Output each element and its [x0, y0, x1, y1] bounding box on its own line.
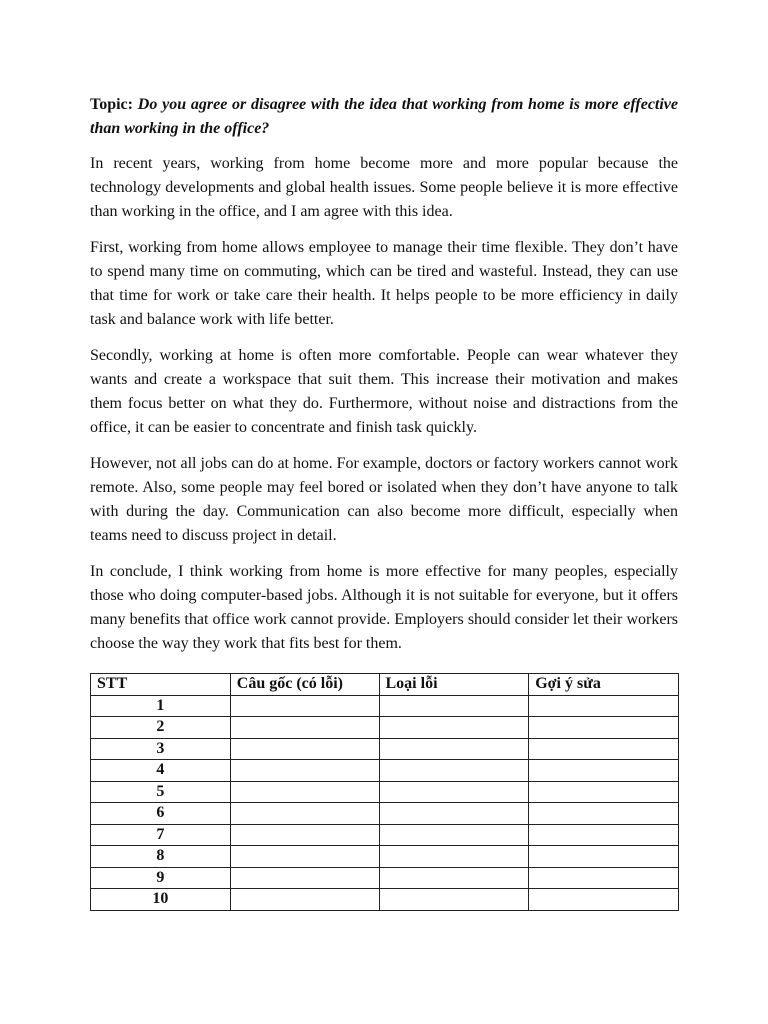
- cell-number: 2: [91, 717, 231, 739]
- cell-original-sentence: [230, 803, 379, 825]
- cell-original-sentence: [230, 846, 379, 868]
- table-row: [91, 889, 679, 911]
- cell-suggestion: [529, 717, 679, 739]
- cell-suggestion: [529, 781, 679, 803]
- cell-number: 6: [91, 803, 231, 825]
- cell-error-type: [379, 846, 529, 868]
- table-header-row: [91, 674, 679, 696]
- cell-number: 8: [91, 846, 231, 868]
- table-row: [91, 846, 679, 868]
- cell-original-sentence: [230, 760, 379, 782]
- table-row: [91, 760, 679, 782]
- cell-error-type: [379, 803, 529, 825]
- table-body: [91, 695, 679, 910]
- cell-original-sentence: [230, 695, 379, 717]
- cell-number: 1: [91, 695, 231, 717]
- cell-number: 9: [91, 867, 231, 889]
- cell-error-type: [379, 824, 529, 846]
- topic-label: Topic:: [90, 96, 133, 113]
- cell-original-sentence: [230, 867, 379, 889]
- cell-suggestion: [529, 824, 679, 846]
- header-original-sentence: Câu gốc (có lỗi): [230, 674, 379, 696]
- document-body: [90, 93, 678, 668]
- cell-error-type: [379, 695, 529, 717]
- cell-number: 7: [91, 824, 231, 846]
- cell-original-sentence: [230, 738, 379, 760]
- table-row: [91, 781, 679, 803]
- essay-paragraph-3: Secondly, working at home is often more comfortable. People can wear whatever they wants and create a workspace that suit them. This increase their motivation and makes them focus better on what they do. Furthermore, without noise and distractions from the office, it can be easier to concentrate and finish task quickly.: [90, 347, 678, 436]
- cell-number: 10: [91, 889, 231, 911]
- table-row: [91, 717, 679, 739]
- topic-line: [90, 93, 678, 141]
- header-suggestion: Gợi ý sửa: [529, 674, 679, 696]
- cell-error-type: [379, 867, 529, 889]
- table-row: [91, 738, 679, 760]
- cell-original-sentence: [230, 717, 379, 739]
- cell-error-type: [379, 781, 529, 803]
- table-row: [91, 803, 679, 825]
- error-correction-table: [90, 673, 679, 911]
- cell-original-sentence: [230, 889, 379, 911]
- cell-suggestion: [529, 889, 679, 911]
- cell-error-type: [379, 738, 529, 760]
- cell-number: 4: [91, 760, 231, 782]
- cell-number: 3: [91, 738, 231, 760]
- header-error-type: Loại lỗi: [379, 674, 529, 696]
- cell-suggestion: [529, 846, 679, 868]
- essay-paragraph-4: However, not all jobs can do at home. For example, doctors or factory workers cannot work remote. Also, some people may feel bored or isolated when they don’t have anyone to talk with during the day. Communication can also become more difficult, especially when teams need to discuss project in detail.: [90, 455, 678, 544]
- cell-suggestion: [529, 695, 679, 717]
- cell-suggestion: [529, 867, 679, 889]
- cell-original-sentence: [230, 781, 379, 803]
- table-row: [91, 867, 679, 889]
- cell-number: 5: [91, 781, 231, 803]
- essay-paragraph-5: In conclude, I think working from home is more effective for many peoples, especially those who doing computer-based jobs. Although it is not suitable for everyone, but it offers many benefits that office work cannot provide. Employers should consider let their workers choose the way they work that fits best for them.: [90, 563, 678, 652]
- table-row: [91, 824, 679, 846]
- essay-paragraph-1: In recent years, working from home become more and more popular because the technology developments and global health issues. Some people believe it is more effective than working in the office, and I am agree with this idea.: [90, 155, 678, 220]
- cell-original-sentence: [230, 824, 379, 846]
- table-row: [91, 695, 679, 717]
- cell-error-type: [379, 760, 529, 782]
- cell-suggestion: [529, 803, 679, 825]
- cell-error-type: [379, 717, 529, 739]
- essay-paragraph-2: First, working from home allows employee to manage their time flexible. They don’t have to spend many time on commuting, which can be tired and wasteful. Instead, they can use that time for work or take care their health. It helps people to be more efficiency in daily task and balance work with life better.: [90, 239, 678, 328]
- cell-suggestion: [529, 760, 679, 782]
- cell-error-type: [379, 889, 529, 911]
- cell-suggestion: [529, 738, 679, 760]
- topic-question: Do you agree or disagree with the idea that working from home is more effective than working in the office?: [90, 96, 679, 137]
- header-stt: STT: [91, 674, 231, 696]
